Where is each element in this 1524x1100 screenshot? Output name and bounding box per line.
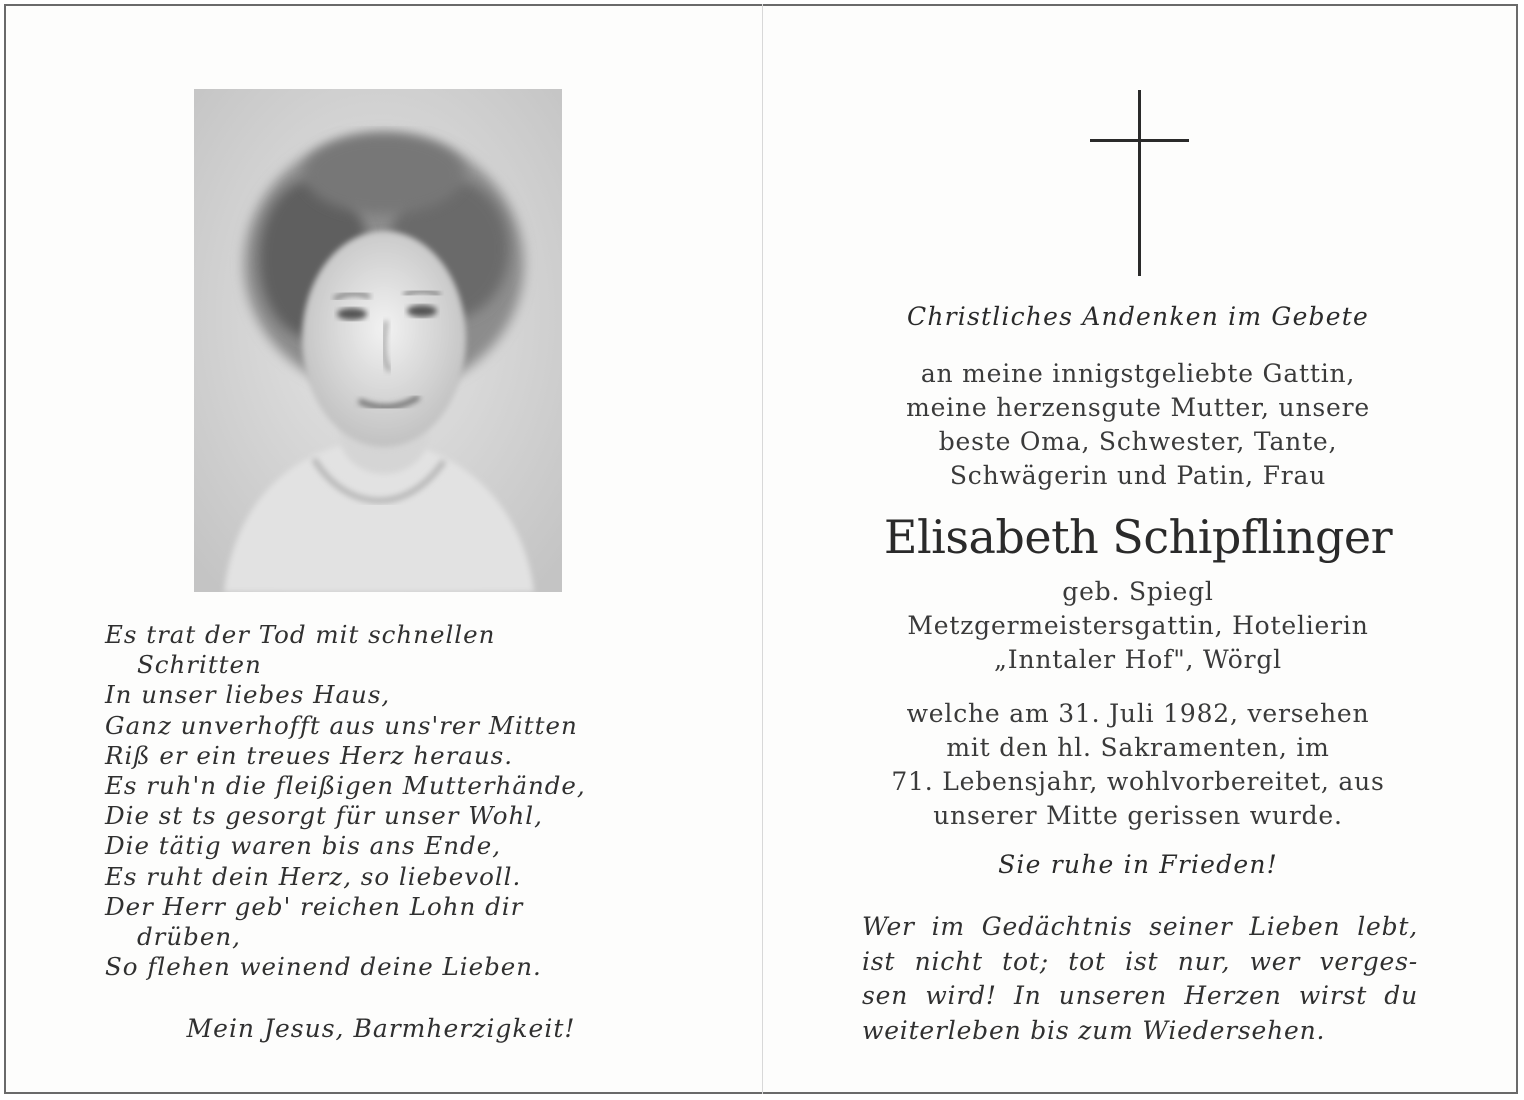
details-line: „Inntaler Hof", Wörgl <box>994 645 1282 674</box>
card-fold-line <box>762 4 763 1094</box>
poem-line: So flehen weinend deine Lieben. <box>105 952 542 982</box>
quote-line: Wer im Gedächtnis seiner Lieben lebt, <box>862 912 1418 941</box>
poem-line: Es ruht dein Herz, so liebevoll. <box>105 861 522 891</box>
quote-line: sen wird! In unseren Herzen wirst du <box>862 981 1418 1010</box>
poem-line: Es ruh'n die fleißigen Mutterhände, <box>105 771 586 801</box>
poem-line: drüben, <box>137 922 241 952</box>
quote-line: weiterleben bis zum Wiedersehen. <box>862 1015 1326 1045</box>
death-line: welche am 31. Juli 1982, versehen <box>906 699 1370 728</box>
poem-line: Ganz unverhofft aus uns'rer Mitten <box>105 710 578 740</box>
portrait-illustration <box>194 89 562 592</box>
memorial-poem <box>105 620 705 982</box>
memorial-quote <box>862 910 1418 1048</box>
dedication-line: beste Oma, Schwester, Tante, <box>938 427 1338 456</box>
closing-plea: Mein Jesus, Barmherzigkeit! <box>186 1014 576 1043</box>
deceased-details <box>838 575 1438 677</box>
dedication-line: meine herzensgute Mutter, unsere <box>906 393 1370 422</box>
dedication-line: an meine innigstgeliebte Gattin, <box>920 359 1356 388</box>
poem-line: Die st ts gesorgt für unser Wohl, <box>105 801 543 831</box>
death-notice <box>838 697 1438 833</box>
poem-line: Riß er ein treues Herz heraus. <box>105 740 514 770</box>
dedication-text <box>838 357 1438 493</box>
rest-in-peace: Sie ruhe in Frieden! <box>998 850 1278 879</box>
death-line: 71. Lebensjahr, wohlvorbereitet, aus <box>891 767 1385 796</box>
dedication-line: Schwägerin und Patin, Frau <box>949 461 1327 490</box>
poem-line: Schritten <box>137 650 262 680</box>
cross-vertical-bar <box>1138 90 1141 276</box>
details-line: geb. Spiegl <box>1062 577 1214 606</box>
poem-line: In unser liebes Haus, <box>105 680 391 710</box>
quote-line: ist nicht tot; tot ist nur, wer verges- <box>862 946 1418 976</box>
cross-horizontal-bar <box>1090 139 1189 142</box>
deceased-name: Elisabeth Schipflinger <box>883 510 1393 564</box>
death-line: mit den hl. Sakramenten, im <box>946 733 1330 762</box>
card-heading: Christliches Andenken im Gebete <box>906 302 1370 331</box>
details-line: Metzgermeistersgattin, Hotelierin <box>907 611 1369 640</box>
death-line: unserer Mitte gerissen wurde. <box>933 801 1343 830</box>
portrait-photo <box>194 89 562 592</box>
poem-line: Der Herr geb' reichen Lohn dir <box>105 891 524 921</box>
poem-line: Die tätig waren bis ans Ende, <box>105 831 501 861</box>
poem-line: Es trat der Tod mit schnellen <box>105 620 496 649</box>
